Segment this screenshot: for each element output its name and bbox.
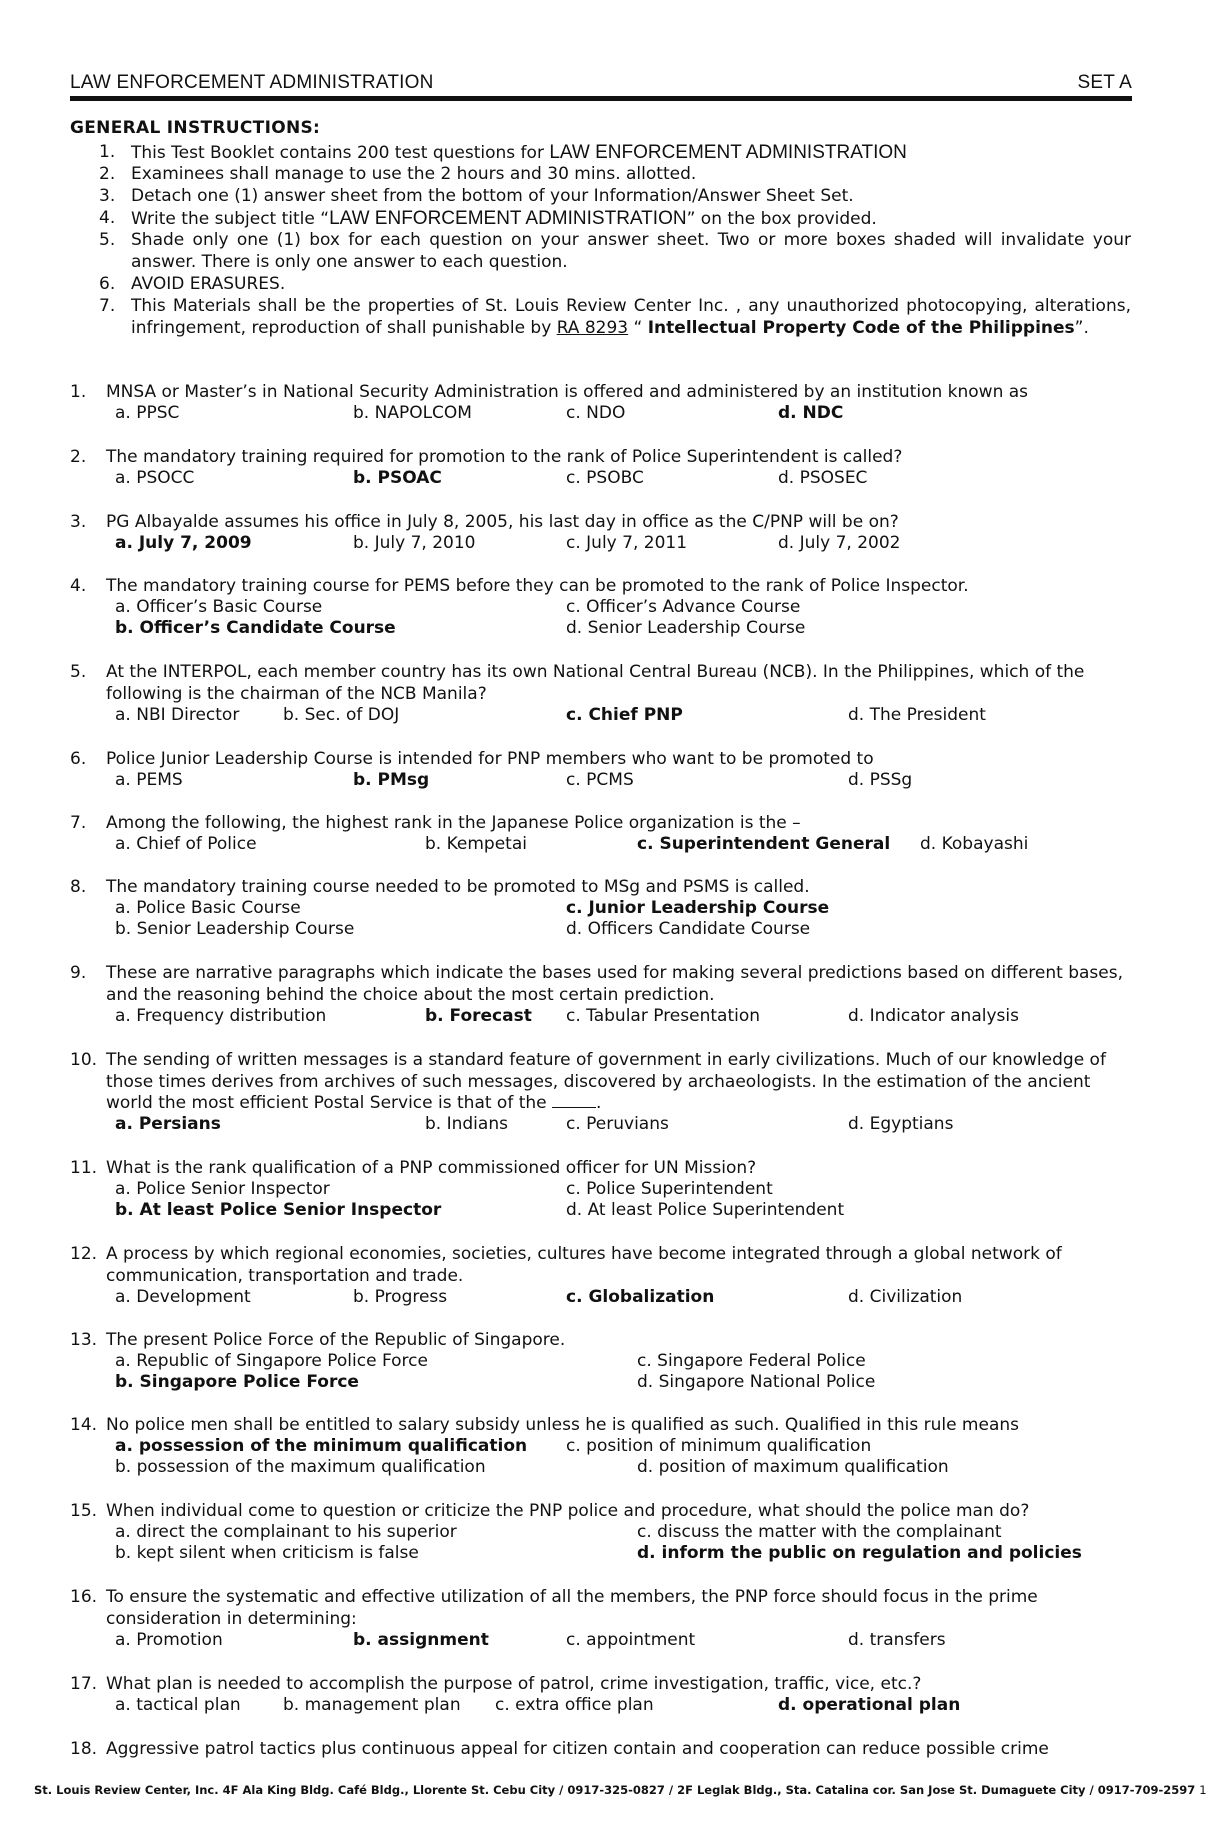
answer-option[interactable]: b. assignment (353, 1630, 489, 1650)
option[interactable]: b. possession of the maximum qualification (115, 1457, 486, 1477)
option[interactable]: d. The President (848, 705, 986, 725)
option[interactable]: d. transfers (848, 1630, 946, 1650)
instruction-item: AVOID ERASURES. (131, 274, 286, 294)
instruction-item: Examinees shall manage to use the 2 hours and 30 mins. allotted. (131, 164, 697, 184)
answer-option[interactable]: a. July 7, 2009 (115, 533, 252, 553)
option[interactable]: a. Police Basic Course (115, 898, 301, 918)
option[interactable]: d. Senior Leadership Course (566, 618, 806, 638)
answer-option[interactable]: a. possession of the minimum qualification (115, 1436, 528, 1456)
instruction-item: Write the subject title “LAW ENFORCEMENT ADMINISTRATION” on the box provided. (131, 208, 877, 229)
set-label: SET A (1077, 72, 1132, 93)
option[interactable]: a. Republic of Singapore Police Force (115, 1351, 428, 1371)
instruction-number: 7. (99, 296, 116, 316)
option[interactable]: d. At least Police Superintendent (566, 1200, 845, 1220)
option[interactable]: b. Senior Leadership Course (115, 919, 355, 939)
option[interactable]: d. Officers Candidate Course (566, 919, 811, 939)
option[interactable]: c. NDO (566, 403, 626, 423)
subject-title: LAW ENFORCEMENT ADMINISTRATION (70, 72, 434, 93)
subject-emphasis: LAW ENFORCEMENT ADMINISTRATION (549, 142, 907, 163)
answer-option[interactable]: d. operational plan (778, 1695, 961, 1715)
option[interactable]: c. appointment (566, 1630, 696, 1650)
option[interactable]: d. July 7, 2002 (778, 533, 901, 553)
answer-option[interactable]: c. Globalization (566, 1287, 715, 1307)
instructions-title: GENERAL INSTRUCTIONS: (70, 118, 321, 138)
instruction-item: Shade only one (1) box for each question on your answer sheet. Two or more boxes shaded will invalidate your answer. There is only one answer to each question. (131, 230, 1131, 272)
option[interactable]: d. PSSg (848, 770, 913, 790)
answer-option[interactable]: c. Superintendent General (637, 834, 891, 854)
answer-option[interactable]: d. inform the public on regulation and policies (637, 1543, 1082, 1563)
answer-option[interactable]: b. At least Police Senior Inspector (115, 1200, 442, 1220)
exam-page: LAW ENFORCEMENT ADMINISTRATION SET A GENERAL INSTRUCTIONS: 1. This Test Booklet contains 200 test questions for LAW ENFORCEMENT ADMINISTRATION 2. Examinees shall manage to use the 2 hours and 30 mins. allotted. 3. Detach one (1) answer sheet from the bottom of your Information/Answer Sheet Set. 4. Write the subject title “LAW ENFORCEMENT ADMINISTRATION” on the box provided. 5. Shade only one (1) box for each question on your answer sheet. Two or more boxes shaded will invalidate your answer. There is only one answer to each question. 6. AVOID ERASURES. 7. This Materials shall be the properties of St. Louis Review Center Inc. , any unauthorized photocopying, alterations, infringement, reproduction of shall punishable by RA 8293 “ Intellectual Property Code of the Philippines”. 1. MNSA or Master’s in National Security Administration is offered and administered by an institution known as a. PPSC b. NAPOLCOM c. NDO d. NDC 2. The mandatory training required for promotion to the rank of Police Superintendent is called? a. PSOCC b. PSOAC c. PSOBC d. PSOSEC 3. PG Albayalde assumes his office in July 8, 2005, his last day in office as the C/PNP will be on? a. July 7, 2009 b. July 7, 2010 c. July 7, 2011 d. July 7, 2002 4. The mandatory training course for PEMS before they can be promoted to the rank of Police Inspector. a. Officer’s Basic Course c. Officer’s Advance Course b. Officer’s Candidate Course d. Senior Leadership Course 5. At the INTERPOL, each member country has its own National Central Bureau (NCB). In the Philippines, which of the following is the chairman of the NCB Manila? a. NBI Director b. Sec. of DOJ c. Chief PNP d. The President 6. Police Junior Leadership Course is intended for PNP members who want to be promoted to a. PEMS b. PMsg c. PCMS d. PSSg 7. Among the following, the highest rank in the Japanese Police organization is the – a. Chief of Police b. Kempetai c. Superintendent General d. Kobayashi 8. The mandatory training course needed to be promoted to MSg and PSMS is called. a. Police Basic Course c. Junior Leadership Course b. Senior Leadership Course d. Officers Candidate Course 9. These are narrative paragraphs which indicate the bases used for making several predictions based on different bases, and the reasoning behind the choice about the most certain prediction. a. Frequency distribution b. Forecast c. Tabular Presentation d. Indicator analysis 10. The sending of written messages is a standard feature of government in early civilizations. Much of our knowledge of those times derives from archives of such messages, discovered by archaeologists. In the estimation of the ancient world the most efficient Postal Service is that of the . a. Persians b. Indians c. Peruvians d. Egyptians 11. What is the rank qualification of a PNP commissioned officer for UN Mission? a. Police Senior Inspector c. Police Superintendent b. At least Police Senior Inspector d. At least Police Superintendent 12. A process by which regional economies, societies, cultures have become integrated through a global network of communication, transportation and trade. a. Development b. Progress c. Globalization d. Civilization 13. The present Police Force of the Republic of Singapore. a. Republic of Singapore Police Force c. Singapore Federal Police b. Singapore Police Force d. Singapore National Police 14. No police men shall be entitled to salary subsidy unless he is qualified as such. Qualified in this rule means a. possession of the minimum qualification c. position of minimum qualification b. possession of the maximum qualification d. position of maximum qualification 15. When individual come to question or criticize the PNP police and procedure, what should the police man do? a. direct the complainant to his superior c. discuss the matter with the complainant b. kept silent when criticism is false d. inform the public on regulation and policies 16. To ensure the systematic and effective utilization of all the members, the PNP force should focus in the prime consideration in determining: a. Promotion b. assignment c. appointment d. transfers 17. What plan is needed to accomplish the purpose of patrol, crime investigation, traffic, vice, etc.? a. tactical plan b. management plan c. extra office plan d. operational plan 18. Aggressive patrol tactics plus continuous appeal for citizen contain and cooperation can reduce possible crime St. Louis Review Center, Inc. 4F Ala King Bldg. Café Bldg., Llorente St. Cebu City / 0917-325-0827 / 2F Leglak Bldg., Sta. Catalina cor. San Jose St. Dumaguete City / 0917-709-2597 1 (34, 72, 1207, 1797)
option[interactable]: d. Egyptians (848, 1114, 954, 1134)
instruction-item: Detach one (1) answer sheet from the bottom of your Information/Answer Sheet Set. (131, 186, 854, 206)
option[interactable]: b. July 7, 2010 (353, 533, 476, 553)
option[interactable]: b. management plan (283, 1695, 461, 1715)
option[interactable]: a. Promotion (115, 1630, 223, 1650)
answer-option[interactable]: a. Persians (115, 1114, 221, 1134)
option[interactable]: a. PSOCC (115, 468, 195, 488)
instruction-number: 1. (99, 142, 116, 162)
header-rule (70, 96, 1132, 101)
answer-blank (552, 1093, 596, 1108)
answer-option[interactable]: b. Officer’s Candidate Course (115, 618, 396, 638)
option[interactable]: a. Frequency distribution (115, 1006, 327, 1026)
option[interactable]: c. PSOBC (566, 468, 644, 488)
option[interactable]: b. Progress (353, 1287, 448, 1307)
option[interactable]: a. Officer’s Basic Course (115, 597, 323, 617)
instruction-number: 2. (99, 164, 116, 184)
instruction-number: 5. (99, 230, 116, 250)
option[interactable]: b. Kempetai (425, 834, 527, 854)
option[interactable]: b. kept silent when criticism is false (115, 1543, 419, 1563)
option[interactable]: b. Sec. of DOJ (283, 705, 400, 725)
option[interactable]: a. tactical plan (115, 1695, 241, 1715)
option[interactable]: a. PPSC (115, 403, 180, 423)
option[interactable]: c. Police Superintendent (566, 1179, 773, 1199)
option[interactable]: c. Tabular Presentation (566, 1006, 761, 1026)
answer-option[interactable]: b. Forecast (425, 1006, 532, 1026)
option[interactable]: a. Chief of Police (115, 834, 257, 854)
option[interactable]: d. Civilization (848, 1287, 963, 1307)
option[interactable]: a. Police Senior Inspector (115, 1179, 330, 1199)
subject-emphasis: LAW ENFORCEMENT ADMINISTRATION (329, 208, 687, 229)
option[interactable]: c. discuss the matter with the complainant (637, 1522, 1002, 1542)
instruction-number: 6. (99, 274, 116, 294)
option[interactable]: a. direct the complainant to his superior (115, 1522, 457, 1542)
option[interactable]: d. Kobayashi (920, 834, 1029, 854)
answer-option[interactable]: d. NDC (778, 403, 844, 423)
answer-option[interactable]: c. Chief PNP (566, 705, 683, 725)
option[interactable]: a. NBI Director (115, 705, 240, 725)
answer-option[interactable]: b. PMsg (353, 770, 430, 790)
option[interactable]: b. NAPOLCOM (353, 403, 472, 423)
option[interactable]: a. PEMS (115, 770, 183, 790)
option[interactable]: c. Peruvians (566, 1114, 669, 1134)
option[interactable]: c. PCMS (566, 770, 634, 790)
option[interactable]: a. Development (115, 1287, 251, 1307)
instruction-number: 4. (99, 208, 116, 228)
instruction-item: This Test Booklet contains 200 test questions for LAW ENFORCEMENT ADMINISTRATION (131, 142, 907, 163)
option[interactable]: d. position of maximum qualification (637, 1457, 949, 1477)
page-header (70, 72, 1132, 98)
option[interactable]: c. Singapore Federal Police (637, 1351, 866, 1371)
option[interactable]: d. PSOSEC (778, 468, 868, 488)
answer-option[interactable]: b. PSOAC (353, 468, 442, 488)
answer-option[interactable]: c. Junior Leadership Course (566, 898, 830, 918)
answer-option[interactable]: b. Singapore Police Force (115, 1372, 359, 1392)
option[interactable]: c. Officer’s Advance Course (566, 597, 801, 617)
ra-link[interactable]: RA 8293 (556, 317, 629, 338)
option[interactable]: c. July 7, 2011 (566, 533, 688, 553)
page-footer (34, 1783, 1207, 1797)
option[interactable]: d. Singapore National Police (637, 1372, 876, 1392)
instruction-item: This Materials shall be the properties of St. Louis Review Center Inc. , any unauthorized photocopying, alterations, infringement, reproduction of shall punishable by RA 8293 “ Intellectual Property Code of the Philippines”. (131, 296, 1131, 338)
option[interactable]: b. Indians (425, 1114, 508, 1134)
option[interactable]: d. Indicator analysis (848, 1006, 1019, 1026)
footer-text: St. Louis Review Center, Inc. 4F Ala King Bldg. Café Bldg., Llorente St. Cebu City / 0917-325-0827 / 2F Leglak Bldg., Sta. Catalina cor. San Jose St. Dumaguete City / 0917-709-2597 (34, 1783, 1196, 1797)
instruction-number: 3. (99, 186, 116, 206)
option[interactable]: c. extra office plan (495, 1695, 654, 1715)
option[interactable]: c. position of minimum qualification (566, 1436, 872, 1456)
page-number: 1 (1199, 1783, 1207, 1797)
